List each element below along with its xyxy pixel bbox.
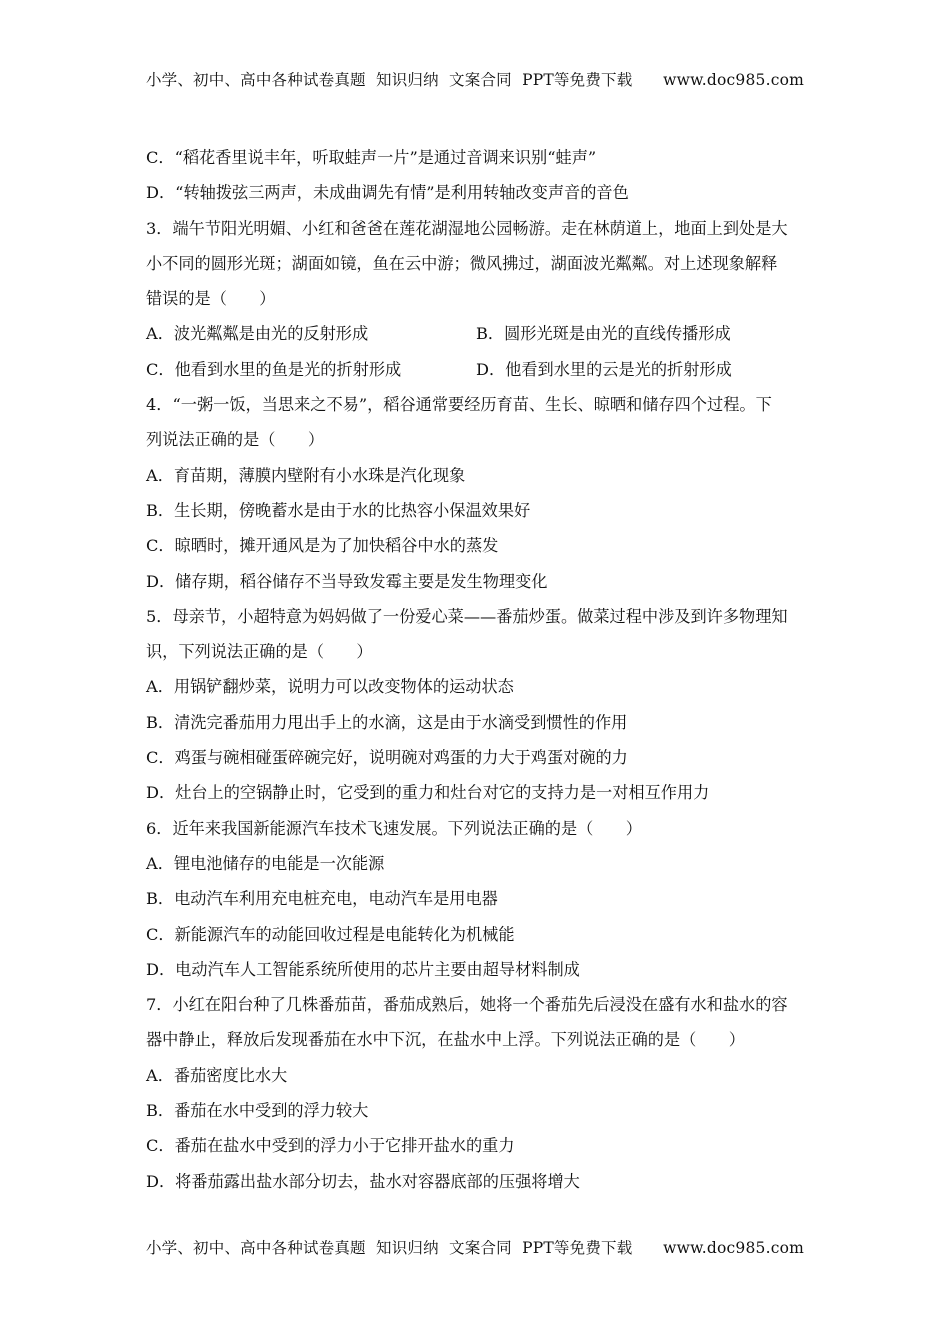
q7-option-b: B．番茄在水中受到的浮力较大 (146, 1101, 369, 1121)
q5-option-c: C．鸡蛋与碗相碰蛋碎碗完好，说明碗对鸡蛋的力大于鸡蛋对碗的力 (146, 748, 628, 768)
footer-banner: 小学、初中、高中各种试卷真题 知识归纳 文案合同 PPT等免费下载 www.doc985.com (145, 1239, 805, 1257)
q6-option-c: C．新能源汽车的动能回收过程是电能转化为机械能 (146, 924, 515, 944)
q3-option-c: C．他看到水里的鱼是光的折射形成 (146, 359, 402, 379)
q7-option-c: C．番茄在盐水中受到的浮力小于它排开盐水的重力 (146, 1136, 515, 1156)
q3-option-d: D．他看到水里的云是光的折射形成 (476, 359, 732, 379)
header-banner: 小学、初中、高中各种试卷真题 知识归纳 文案合同 PPT等免费下载 www.doc985.com (145, 71, 805, 89)
q3-options-row-2 (146, 352, 806, 387)
q7-stem-line-2: 器中静止，释放后发现番茄在水中下沉，在盐水中上浮。下列说法正确的是（ ） (146, 1030, 745, 1050)
q3-options-row-1 (146, 316, 806, 351)
q4-stem-line-1: 4．“一粥一饭，当思来之不易”，稻谷通常要经历育苗、生长、晾晒和储存四个过程。下 (146, 395, 772, 415)
q4-option-c: C．晾晒时，摊开通风是为了加快稻谷中水的蒸发 (146, 536, 499, 556)
q6-option-b: B．电动汽车利用充电桩充电，电动汽车是用电器 (146, 889, 498, 909)
q6-stem-line-1: 6．近年来我国新能源汽车技术飞速发展。下列说法正确的是（ ） (146, 818, 642, 838)
q6-option-d: D．电动汽车人工智能系统所使用的芯片主要由超导材料制成 (146, 959, 580, 979)
q4-option-d: D．储存期，稻谷储存不当导致发霉主要是发生物理变化 (146, 571, 548, 591)
q3-stem-line-1: 3．端午节阳光明媚、小红和爸爸在莲花湖湿地公园畅游。走在林荫道上，地面上到处是大 (146, 218, 788, 238)
q4-stem-line-2: 列说法正确的是（ ） (146, 430, 325, 450)
q3-stem-line-3: 错误的是（ ） (146, 289, 276, 309)
q6-option-a: A．锂电池储存的电能是一次能源 (146, 853, 385, 873)
q7-stem-line-1: 7．小红在阳台种了几株番茄苗，番茄成熟后，她将一个番茄先后浸没在盛有水和盐水的容 (146, 995, 788, 1015)
q2-option-d: D．“转轴拨弦三两声，未成曲调先有情”是利用转轴改变声音的音色 (146, 183, 629, 203)
q5-stem-line-2: 识，下列说法正确的是（ ） (146, 642, 373, 662)
q5-option-b: B．清洗完番茄用力甩出手上的水滴，这是由于水滴受到惯性的作用 (146, 712, 628, 732)
q4-option-b: B．生长期，傍晚蓄水是由于水的比热容小保温效果好 (146, 500, 531, 520)
q3-option-b: B．圆形光斑是由光的直线传播形成 (476, 324, 731, 344)
q7-option-a: A．番茄密度比水大 (146, 1065, 288, 1085)
q5-stem-line-1: 5．母亲节，小超特意为妈妈做了一份爱心菜——番茄炒蛋。做菜过程中涉及到许多物理知 (146, 606, 788, 626)
q3-option-a: A．波光粼粼是由光的反射形成 (146, 324, 369, 344)
q2-option-c: C．“稻花香里说丰年，听取蛙声一片”是通过音调来识别“蛙声” (146, 148, 597, 167)
q4-option-a: A．育苗期，薄膜内壁附有小水珠是汽化现象 (146, 465, 466, 485)
exam-content (146, 140, 806, 1199)
q7-option-d: D．将番茄露出盐水部分切去，盐水对容器底部的压强将增大 (146, 1171, 580, 1191)
q3-stem-line-2: 小不同的圆形光斑；湖面如镜，鱼在云中游；微风拂过，湖面波光粼粼。对上述现象解释 (146, 253, 778, 273)
q5-option-d: D．灶台上的空锅静止时，它受到的重力和灶台对它的支持力是一对相互作用力 (146, 783, 710, 803)
q5-option-a: A．用锅铲翻炒菜，说明力可以改变物体的运动状态 (146, 677, 514, 697)
